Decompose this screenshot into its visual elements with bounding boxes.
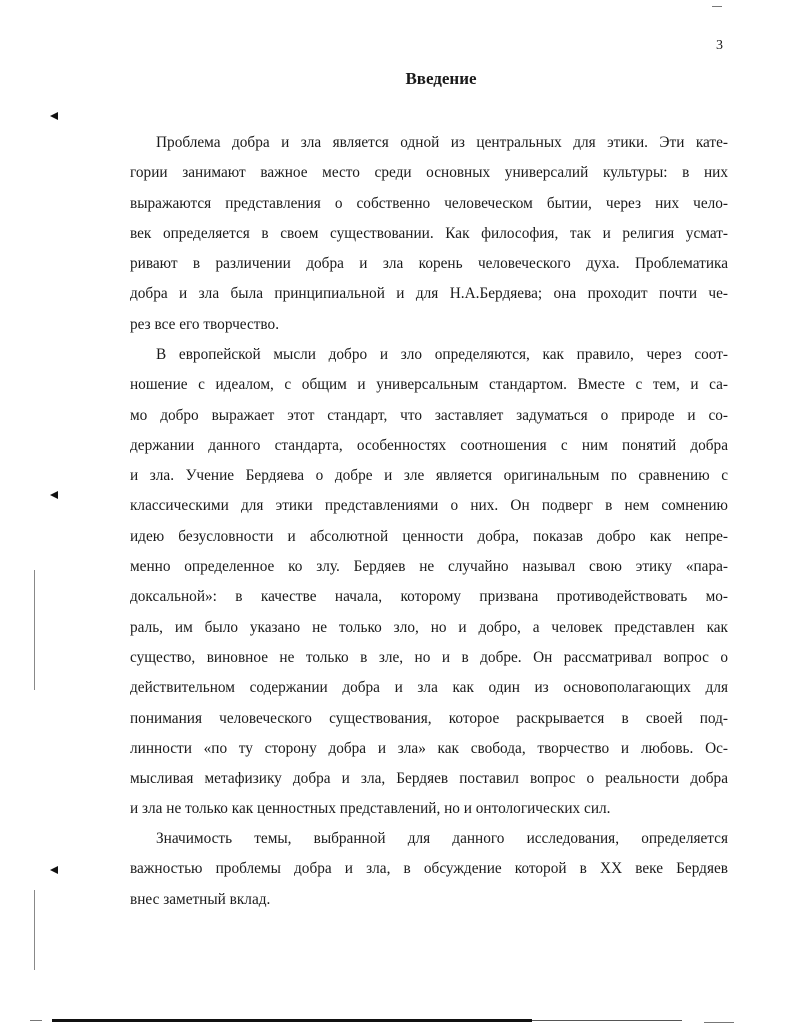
text-line: рез все его творчество. bbox=[130, 315, 280, 333]
page-title: Введение bbox=[405, 69, 477, 88]
corner-tick bbox=[704, 1022, 734, 1023]
text-line: линности «по ту сторону добра и зла» как свобода, творчество и любовь. Ос- bbox=[130, 739, 728, 757]
text-line: век определяется в своем существовании. Как философия, так и религия усмат- bbox=[130, 224, 728, 242]
text-line: В европейской мысли добро и зло определяются, как правило, через соот- bbox=[156, 346, 728, 363]
corner-tick bbox=[712, 6, 722, 7]
text-line: доксальной»: в качестве начала, которому призвана противодействовать мо- bbox=[130, 588, 728, 606]
text-line: понимания человеческого существования, которое раскрывается в своей под- bbox=[130, 709, 728, 727]
text-line: менно определенное ко злу. Бердяев не случайно называл свою этику «пара- bbox=[130, 558, 728, 576]
text-line: раль, им было указано не только зло, но и добро, а человек представлен как bbox=[130, 618, 728, 636]
text-line: важностью проблемы добра и зла, в обсуждение которой в XX веке Бердяев bbox=[130, 860, 728, 878]
paragraph-2 bbox=[130, 340, 728, 825]
text-line: ривают в различении добра и зла корень человеческого духа. Проблематика bbox=[130, 255, 728, 273]
text-line: ношение с идеалом, с общим и универсальным стандартом. Вместе с тем, и са- bbox=[130, 376, 728, 394]
corner-tick bbox=[30, 1020, 42, 1021]
text-line: мо добро выражает этот стандарт, что заставляет задуматься о природе и со- bbox=[130, 406, 728, 424]
text-line: идею безусловности и абсолютной ценности добра, показав добро как непре- bbox=[130, 527, 728, 545]
footer-rule-thin bbox=[532, 1020, 682, 1021]
text-line: действительном содержании добра и зла как один из основополагающих для bbox=[130, 679, 728, 697]
footer-rule bbox=[52, 1019, 532, 1022]
text-line: гории занимают важное место среди основных универсалий культуры: в них bbox=[130, 164, 728, 182]
margin-marker-icon bbox=[50, 112, 58, 120]
text-line: классическими для этики представлениями о них. Он подверг в нем сомнению bbox=[130, 497, 728, 515]
text-line: добра и зла была принципиальной и для Н.А.Бердяева; она проходит почти че- bbox=[130, 285, 728, 303]
page-number: 3 bbox=[716, 38, 723, 53]
text-line: и зла не только как ценностных представлений, но и онтологических сил. bbox=[130, 800, 611, 818]
margin-line bbox=[34, 890, 35, 970]
text-line: существо, виновное не только в зле, но и в добре. Он рассматривал вопрос о bbox=[130, 648, 728, 666]
paragraph-3 bbox=[130, 824, 728, 915]
text-line: мысливая метафизику добра и зла, Бердяев поставил вопрос о реальности добра bbox=[130, 770, 728, 788]
text-line: держании данного стандарта, особенностях соотношения с ним понятий добра bbox=[130, 436, 728, 454]
text-line: Проблема добра и зла является одной из центральных для этики. Эти кате- bbox=[156, 134, 728, 151]
paragraph-1 bbox=[130, 128, 728, 340]
text-line: выражаются представления о собственно человеческом бытии, через них чело- bbox=[130, 194, 728, 212]
text-line: и зла. Учение Бердяева о добре и зле является оригинальным по сравнению с bbox=[130, 467, 728, 485]
margin-line bbox=[34, 570, 35, 690]
text-line: Значимость темы, выбранной для данного исследования, определяется bbox=[156, 830, 728, 847]
text-line: внес заметный вклад. bbox=[130, 890, 271, 908]
margin-marker-icon bbox=[50, 866, 58, 874]
margin-marker-icon bbox=[50, 491, 58, 499]
